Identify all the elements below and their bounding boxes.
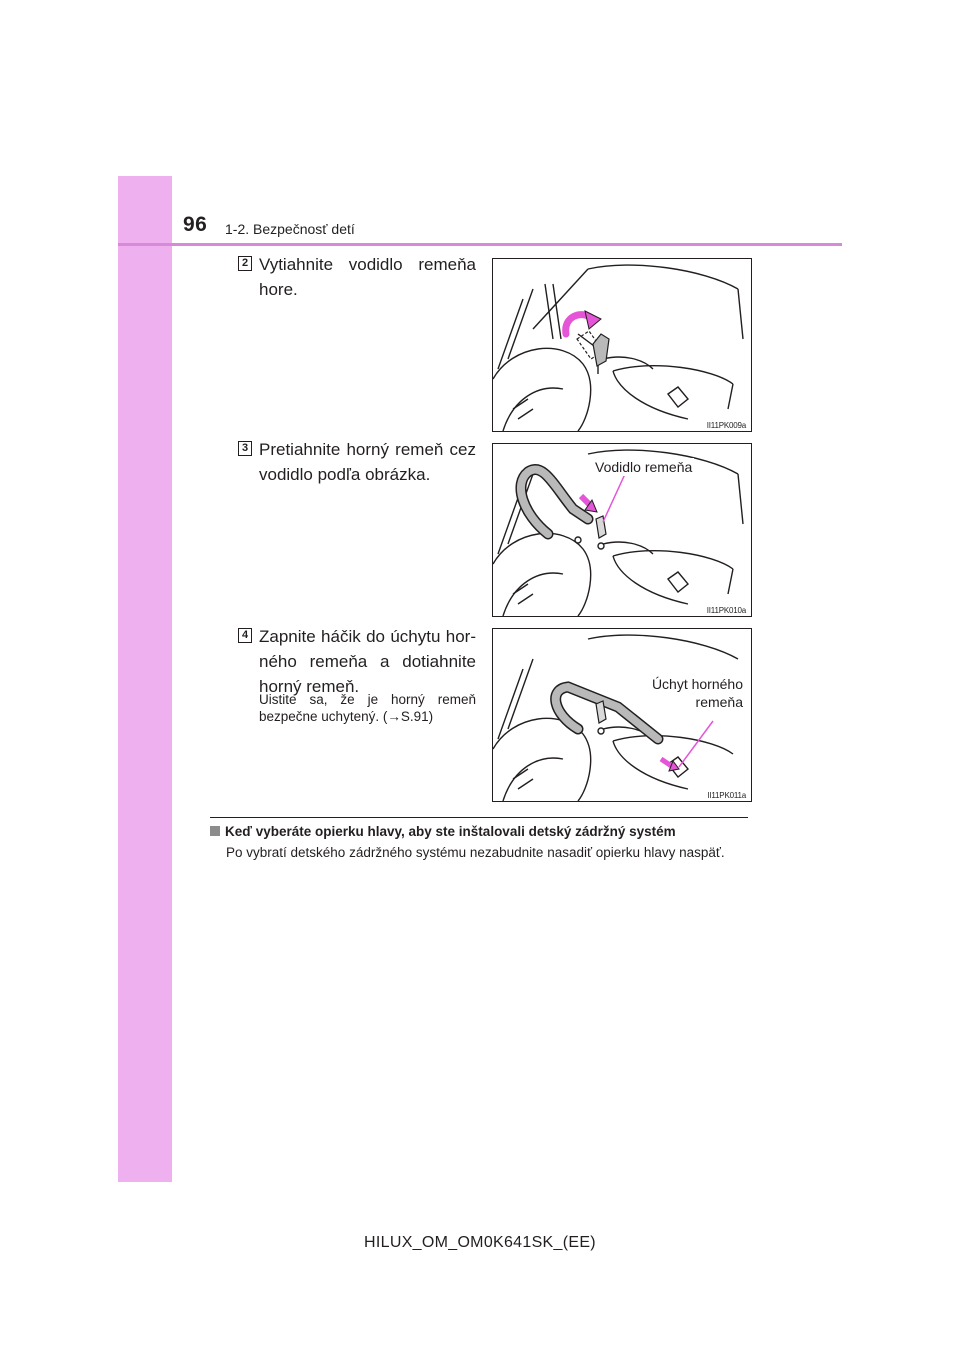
figure-code: II11PK009a [706,421,746,430]
side-tab-band [118,176,172,1182]
figure-step-4 [492,628,752,802]
header-rule [118,243,842,246]
note-divider [210,817,748,818]
step-4-text: Zapnite háčik do úchytu hor-ného remeňa a dotiahnite horný remeň. [259,627,476,696]
seat-illustration-hook-anchor [493,629,751,801]
callout-top-tether-anchor: Úchyt horného remeňa [651,676,743,710]
step-number-4: 4 [238,628,252,643]
figure-step-2 [492,258,752,432]
step-4-note: Uistite sa, že je horný remeň bezpečne uchytený. (→S.91) [259,692,476,724]
callout-strap-guide: Vodidlo remeňa [595,459,693,475]
figure-step-3 [492,443,752,617]
note-heading: Keď vyberáte opierku hlavy, aby ste inštalovali detský zádržný systém [210,824,676,839]
step-number-3: 3 [238,441,252,456]
seat-illustration-pull-guide [493,259,751,431]
page-number: 96 [183,213,208,236]
step-2-text: Vytiahnite vodidlo remeňa hore. [259,255,476,299]
figure-code: II11PK011a [707,791,746,800]
figure-code: II11PK010a [706,606,746,615]
bullet-square-icon [210,826,220,836]
step-3-text: Pretiahnite horný remeň cez vodidlo podľa obrázka. [259,440,476,484]
section-title: 1-2. Bezpečnosť detí [225,221,355,237]
note-body: Po vybratí detského zádržného systému nezabudnite nasadiť opierku hlavy naspäť. [226,845,725,860]
footer-document-id: HILUX_OM_OM0K641SK_(EE) [364,1234,596,1251]
step-number-2: 2 [238,256,252,271]
